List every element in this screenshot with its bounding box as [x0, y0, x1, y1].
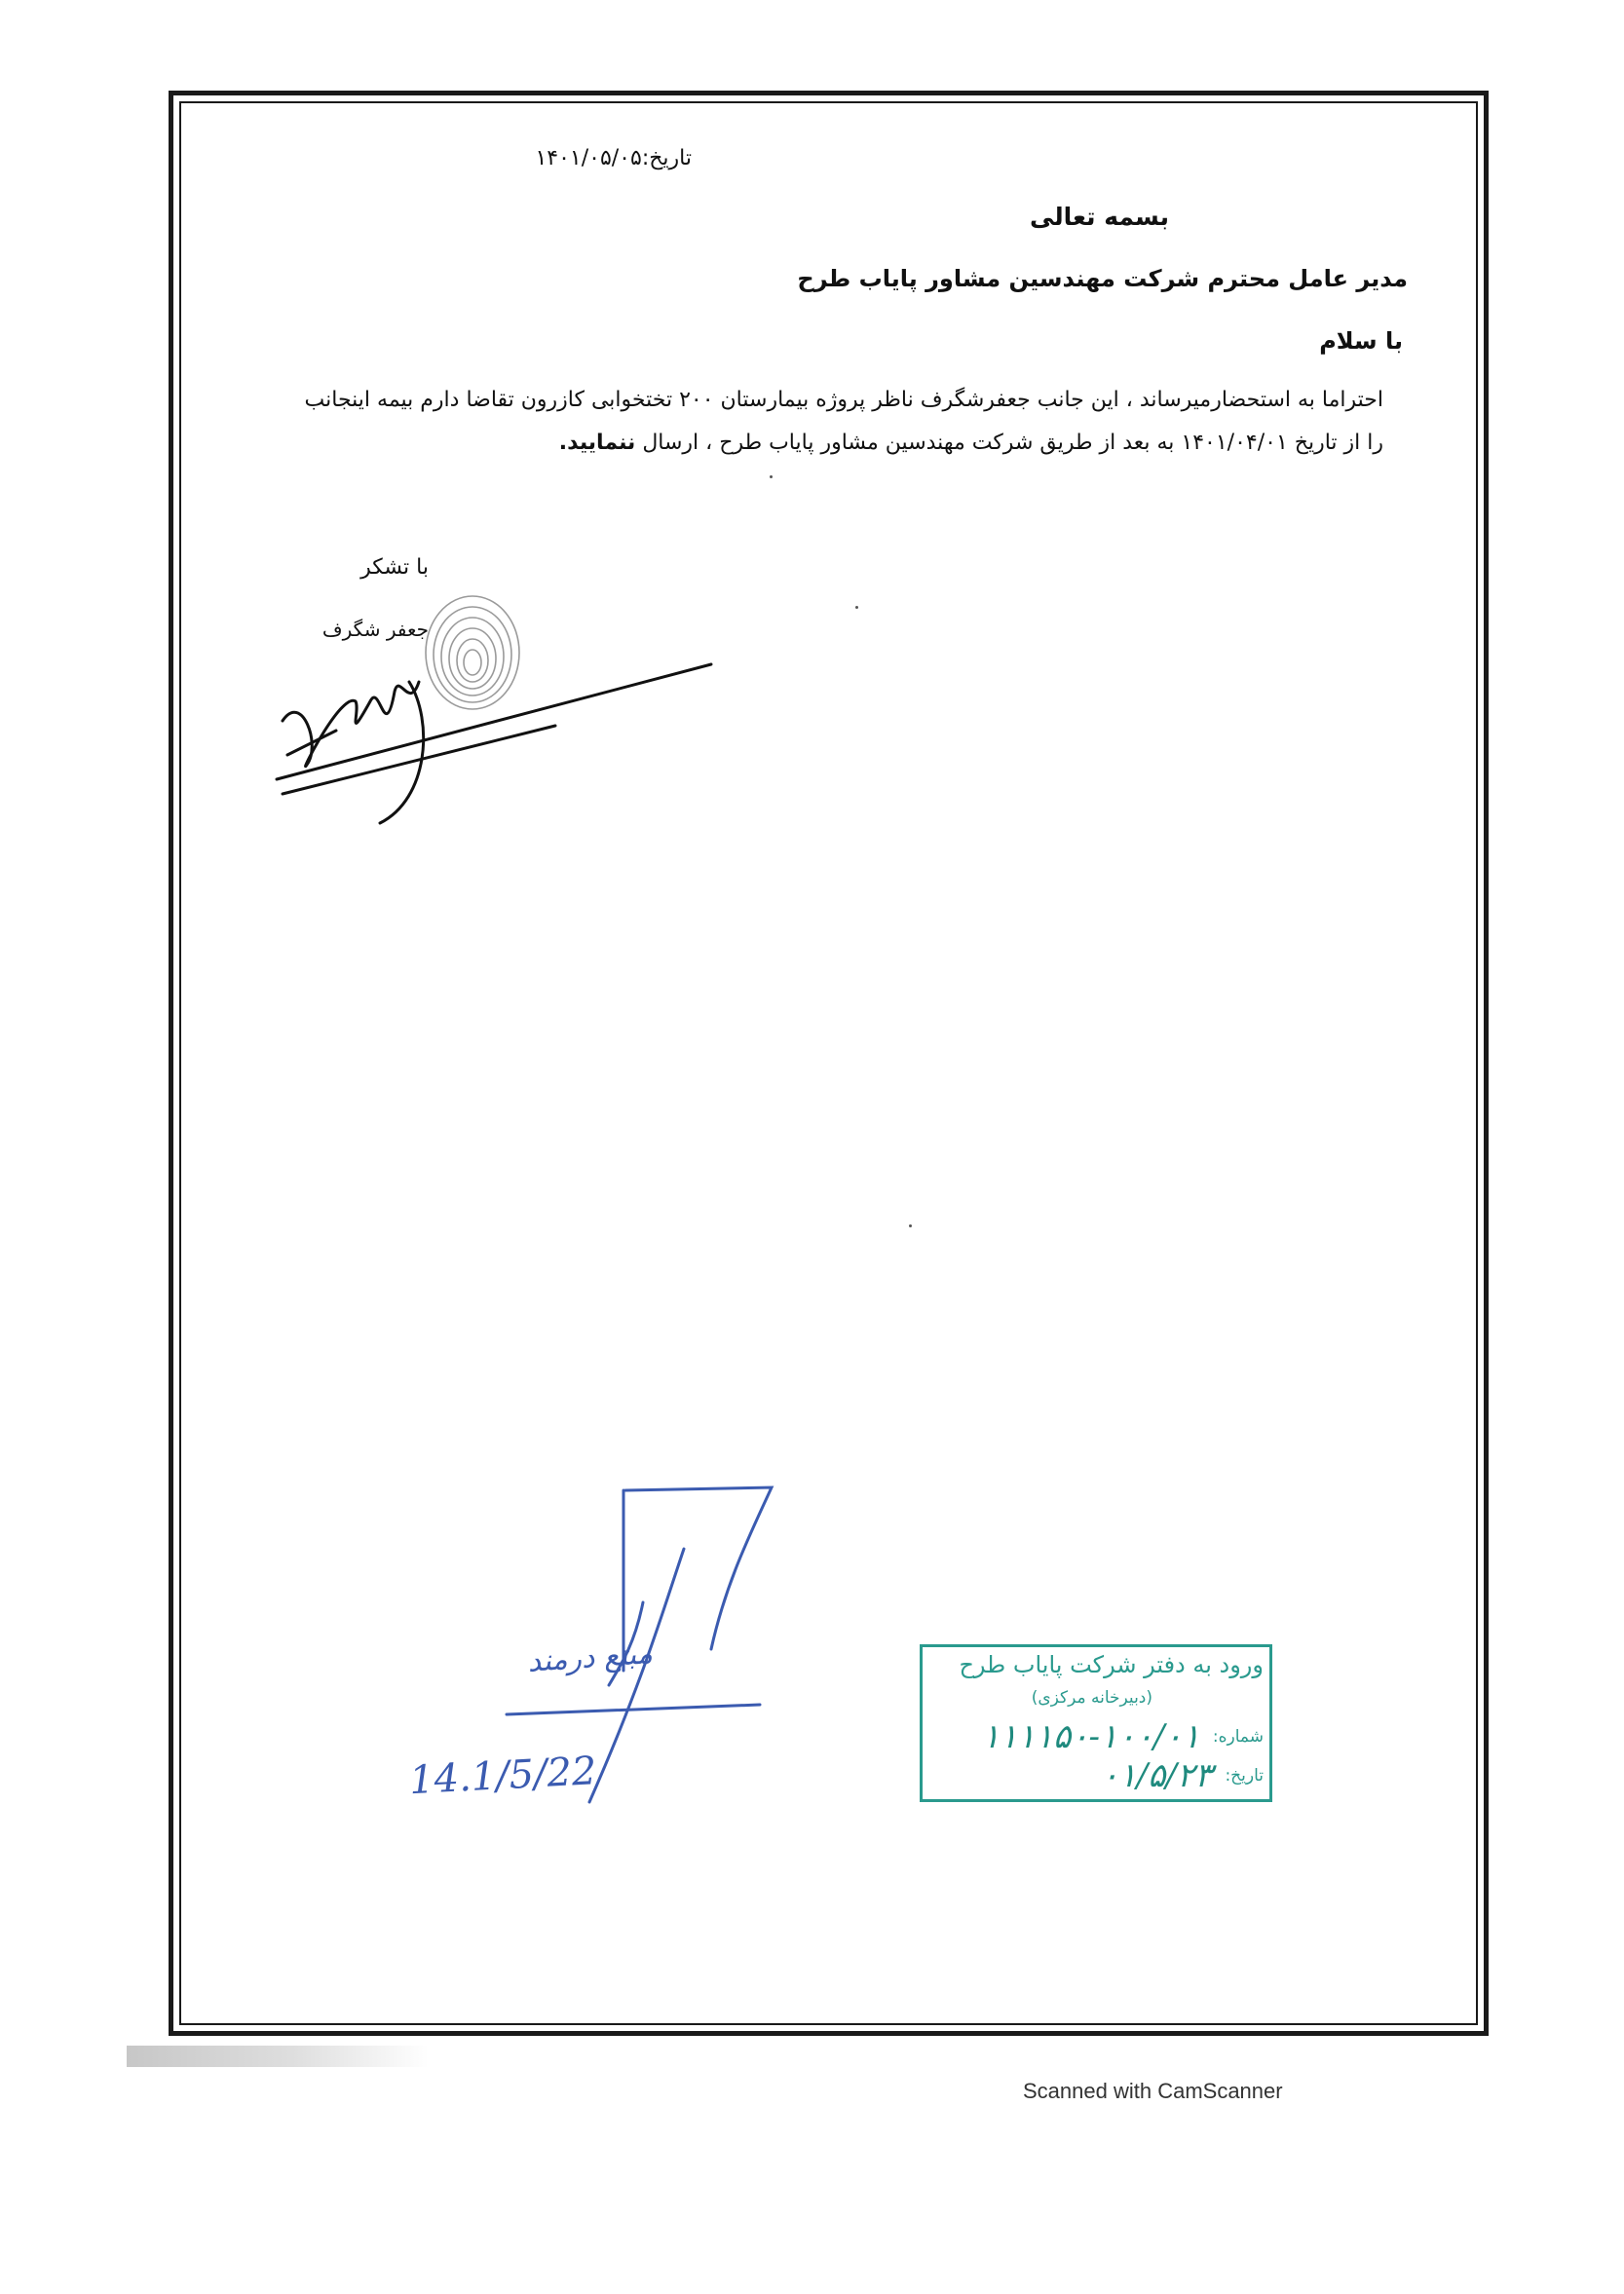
greeting: با سلام: [1319, 327, 1403, 355]
stamp-title: ورود به دفتر شرکت پایاب طرح: [959, 1651, 1264, 1678]
letter-date: تاریخ:۱۴۰۱/۰۵/۰۵: [535, 146, 692, 170]
body-paragraph-line-1: احتراما به استحضارمیرساند ، این جانب جعفرشگرف ناظر پروژه بیمارستان ۲۰۰ تختخوابی کازرون تقاضا دارم بیمه اینجانب: [304, 388, 1383, 412]
scan-edge-smudge: [127, 2046, 429, 2067]
office-entry-stamp: [920, 1644, 1272, 1802]
signature-strokes: [277, 664, 711, 823]
scan-speck: [855, 606, 858, 609]
body-paragraph-line-2: [283, 431, 1383, 455]
scan-speck: [909, 1224, 912, 1227]
scanner-watermark: Scanned with CamScanner: [1023, 2079, 1283, 2103]
handwritten-note: مبتع درمند: [526, 1636, 654, 1679]
closing-phrase: با تشکر: [360, 555, 429, 580]
stamp-date-value: ۰۱/۵/۲۳: [1101, 1756, 1213, 1795]
stamp-date-label: تاریخ:: [1225, 1766, 1264, 1786]
stamp-number-value: ۱۰۰/۰۱-۱۱۱۱۵۰: [981, 1717, 1200, 1756]
fingerprint-mark: [426, 596, 519, 709]
scan-speck: [770, 475, 773, 478]
signature-fingerprint: [263, 575, 731, 828]
signer-name: جعفر شگرف: [321, 618, 429, 641]
salutation-title: بسمه تعالی: [1029, 203, 1169, 231]
stamp-subtitle: (دبیرخانه مرکزی): [1031, 1688, 1152, 1708]
addressee-line: مدیر عامل محترم شرکت مهندسین مشاور پایاب طرح: [797, 265, 1408, 292]
body-line-2-bold: ننمایید.: [558, 431, 636, 455]
stamp-number-row: [982, 1717, 1264, 1756]
handwritten-date: 14.1/5/22: [407, 1749, 598, 1804]
stamp-number-label: شماره:: [1212, 1727, 1264, 1747]
stamp-date-row: [1101, 1756, 1264, 1795]
body-line-2-main: را از تاریخ ۱۴۰۱/۰۴/۰۱ به بعد از طریق شرکت مهندسین مشاور پایاب طرح ، ارسال: [642, 431, 1383, 455]
